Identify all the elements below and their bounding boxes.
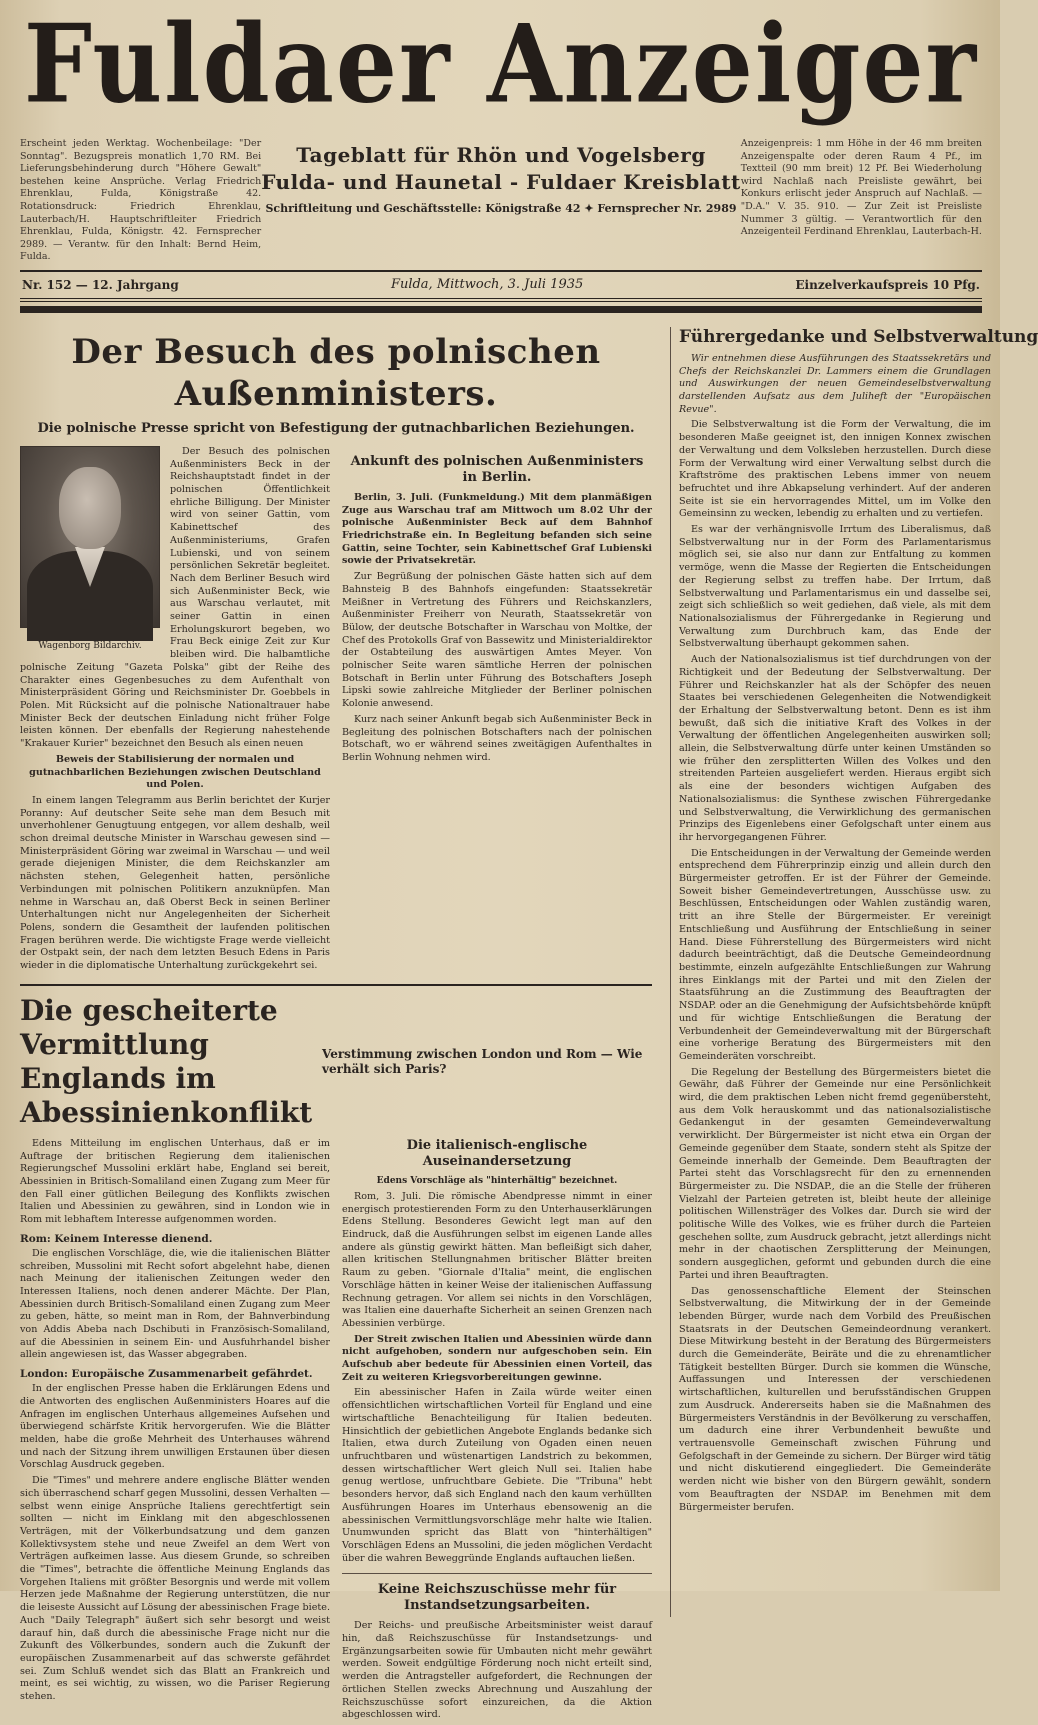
article2-head-italian: Die italienisch-englische Auseinandersetzung bbox=[406, 1137, 588, 1169]
article1-subhead: Die polnische Presse spricht von Befestigung der gutnachbarlichen Beziehungen. bbox=[37, 420, 635, 436]
article2-head-london: London: Europäische Zusammenarbeit gefährdet. bbox=[20, 1368, 313, 1381]
article3-text: Der Reichs- und preußische Arbeitsminister weist darauf hin, daß Reichszuschüsse für Instandsetzungs- und Ergänzungsarbeiten sowie für Umbauten nicht mehr gewährt werden. Soweit endgültige Förderung noch nicht erteilt sind, werden die Antragsteller aufgefordert, die Rechnungen der örtlichen Stellen zwecks Abrechnung und Auszahlung der Reichszuschüsse sofort einzureichen, da die Aktion abgeschlossen wird. bbox=[342, 1620, 652, 1721]
article4-text5: Die Entscheidungen in der Verwaltung der Gemeinde werden entsprechend dem Führerprinzip einzig und allein durch den Bürgermeister getroffen. Er ist der Führer der Gemeinde. Soweit bisher Gemeindevertretungen, Ausschüsse usw. zu Beschlüssen, Entscheidungen oder Wahlen zuständig waren, tritt an ihre Stelle der Bürgermeister. Er vereinigt Entschließung und Ausführung der Entschließung in seiner Hand. Diese Führerstellung des Bürgermeisters wird nicht dadurch beeinträchtigt, daß die Deutsche Gemeindeordnung bestimmte, einzeln aufgezählte Entschließungen zur Wahrung ihres Einklangs mit der Partei und mit den Zielen der Staatsführung an die Zustimmung des Beauftragten der NSDAP. oder an die Genehmigung der Aufsichtsbehörde knüpft und für wichtige Entschließungen die Beratung der Verbundenheit der Gemeindeverwaltung mit der Bürgerschaft eine vorherige Beratung des Bürgermeisters mit den Gemeinderäten vorschreibt. bbox=[679, 847, 991, 1062]
article4-text3: Es war der verhängnisvolle Irrtum des Liberalismus, daß Selbstverwaltung nur in der Form des Parlamentarismus möglich sei, sie also nur dann zur Entfaltung zu kommen vermöge, wenn die Masse der Regierten die Entscheidungen der Regierung selbst zu treffen habe. Der Irrtum, daß Selbstverwaltung und Parlamentarismus ein und dasselbe sei, zeigt sich schließlich so weit gediehen, daß viele, als mit dem Nationalsozialismus der Führergedanke in Regierung und Verwaltung zum Durchbruch kam, das Ende der Selbstverwaltung überhaupt gekommen sahen. bbox=[679, 524, 991, 650]
article4-text1: Wir entnehmen diese Ausführungen des Staatssekretärs und Chefs der Reichskanzlei Dr. Lammers einem die Grundlagen und Auswirkungen der neuen Gemeindeselbstverwaltung darstellenden Aufsatz aus dem Juliheft der "Europäischen Revue". bbox=[679, 352, 991, 415]
issue-price: Einzelverkaufspreis 10 Pfg. bbox=[795, 277, 980, 292]
article2-col-right bbox=[342, 1138, 652, 1725]
article2-head bbox=[20, 984, 652, 1130]
article1-text1: Der Besuch des polnischen Außenministers Beck in der Reichshauptstadt findet in der polnischen Öffentlichkeit ehrliche Billigung. Der Minister wird von seiner Gattin, vom Kabinettschef des Außenministeriums, Grafen Lubienski, und von seinem persönlichen Sekretär begleitet. Nach dem Berliner Besuch wird sich Außenminister Beck, wie aus Warschau verlautet, mit seiner Gattin in einen Erholungskurort begeben, wo Frau Beck einige Zeit zur Kur bleiben wird. Die halbamtliche polnische Zeitung "Gazeta Polska" gibt der Reihe des Charakter eines Gegenbesuches zu dem Aufenthalt von Ministerpräsident Göring und Reichsminister Dr. Goebbels in Polen. Mit Rücksicht auf die polnische Nationaltrauer habe Minister Beck der deutschen Einladung nicht früher Folge leisten können. Der ebenfalls der Regierung nahestehende "Krakauer Kurier" bezeichnet den Besuch als einen neuen bbox=[20, 445, 330, 750]
article1-text1-bold: Beweis der Stabilisierung der normalen und gutnachbarlichen Beziehungen zwischen Deutschland und Polen. bbox=[29, 753, 321, 791]
article2-col-left bbox=[20, 1138, 330, 1725]
right-column bbox=[670, 326, 1038, 1617]
dateline bbox=[20, 270, 982, 302]
article2-text1: Edens Mitteilung im englischen Unterhaus, daß er im Auftrage der britischen Regierung dem italienischen Regierungschef Mussolini erklärt habe, England sei bereit, Abessinien in Britisch-Somaliland einen Zugang zum Meer für den Fall einer gütlichen Beilegung des Konflikts zwischen Italien und Abessinien zu gewähren, sind in London wie in Rom mit lebhaftem Interesse aufgenommen worden. bbox=[20, 1137, 330, 1226]
article4-text6: Die Regelung der Bestellung des Bürgermeisters bietet die Gewähr, daß Führer der Gemeinde nur eine Persönlichkeit wird, die dem praktischen Leben nicht fremd gegenübersteht, aus dem Volk herauskommt und das nationalsozialistische Gedankengut in der gesamten Gemeindeverwaltung verwirklicht. Der Bürgermeister ist nicht etwa ein Organ der Gemeinde gegenüber dem Staate, sondern steht als Spitze der Gemeinde innerhalb der Gemeinde. Dem Beauftragten der Partei steht das Vorschlagsrecht für den zu ernennenden Bürgermeister zu. Die NSDAP., die an die Stelle der früheren Vielzahl der Parteien getreten ist, bleibt heute der alleinige politischen Willensträger des Volkes dar. Durch sie wird der politische Wille des Volkes, wie es früher durch die Parteien geschehen sollte, zum Ausdruck gebracht, jetzt allerdings nicht mehr in der chaotischen Zersplitterung der Meinungen, sondern ausgeglichen, geformt und gebunden durch die eine Partei und ihren Beauftragten. bbox=[679, 1066, 991, 1281]
article4-text4: Auch der Nationalsozialismus ist tief durchdrungen von der Richtigkeit und der Bedeutung der Selbstverwaltung. Der Führer und Reichskanzler hat als der Schöpfer des neuen Staates bei verschiedenen Gelegenheiten die Notwendigkeit der Erhaltung der Selbstverwaltung betont. Denn es ist ihm bewußt, daß sich die initiative Kraft des Volkes in der Verwaltung der öffentlichen Angelegenheiten auswirken soll; allein, die Selbstverwaltung dürfe unter keinen Umständen so wie früher den zersplitterten Willen des Volkes und den streitenden Parteien ausgeliefert werden. Hieraus ergibt sich als eine der besonders wichtigen Aufgaben des Nationalsozialismus: die Synthese zwischen Führergedanke und Selbstverwaltung, die Verwirklichung des germanischen Prinzips des Eigenlebens einer Gefolgschaft unter einem aus ihr hervorgegangenen Führer. bbox=[679, 654, 991, 843]
masthead-left-info: Erscheint jeden Werktag. Wochenbeilage: "Der Sonntag". Bezugspreis monatlich 1,70 RM. Bei Lieferungsbehinderung durch "Höhere Gewalt" bestehen keine Ansprüche. Verlag Friedrich Ehrenklau, Fulda, Königstraße 42. Rotationsdruck: Friedrich Ehrenklau, Lauterbach/H. Hauptschriftleiter Friedrich Ehrenklau, Fulda, Königstr. 42. Fernsprecher 2989. — Verantw. für den Inhalt: Bernd Heim, Fulda. bbox=[20, 138, 262, 263]
article1-text5: Kurz nach seiner Ankunft begab sich Außenminister Beck in Begleitung des polnischen Botschafters nach der polnischen Botschaft, wo er während seines zweitägigen Aufenthaltes in Berlin Wohnung nehmen wird. bbox=[342, 713, 652, 763]
masthead-subtitle-2: Fulda- und Haunetal - Fuldaer Kreisblatt bbox=[261, 170, 741, 194]
article2-columns bbox=[20, 1138, 652, 1725]
article2-sub-italian: Edens Vorschläge als "hinterhältig" bezeichnet. bbox=[376, 1175, 618, 1186]
article2-text6: Der Streit zwischen Italien und Abessinien würde dann nicht aufgehoben, sondern nur aufgeschoben sein. Ein Aufschub aber bedeute für Abessinien einen Vorteil, das Zeit zu weiteren Kriegsvorbereitungen gewinne. bbox=[342, 1333, 652, 1383]
masthead-subtitle-1: Tageblatt für Rhön und Vogelsberg bbox=[296, 143, 706, 167]
article1-section-head: Ankunft des polnischen Außenministers in Berlin. bbox=[350, 453, 644, 485]
article3-headline: Keine Reichszuschüsse mehr für Instandsetzungsarbeiten. bbox=[377, 1582, 617, 1614]
article1-text3: Berlin, 3. Juli. (Funkmeldung.) Mit dem planmäßigen Zuge aus Warschau traf am Mittwoch um 8.02 Uhr der polnische Außenminister Beck auf dem Bahnhof Friedrichstraße ein. In Begleitung befanden sich seine Gattin, seine Tochter, sein Kabinettschef Graf Lubienski sowie der Privatsekretär. bbox=[342, 491, 652, 567]
issue-number: Nr. 152 — 12. Jahrgang bbox=[22, 277, 179, 292]
article-divider bbox=[342, 1573, 652, 1574]
article2-text2: Die englischen Vorschläge, die, wie die italienischen Blätter schreiben, Mussolini mit Recht sofort abgelehnt habe, dienen nach Meinung der italienischen Zeitungen weder den Interessen Italiens, noch denen anderer Mächte. Der Plan, Abessinien durch Britisch-Somaliland einen Zugang zum Meer zu geben, hätte, so meint man in Rom, der Bahnverbindung von Addis Abeba nach Dschibuti in Französisch-Somaliland, auf die Abessinien in seinem Ein- und Ausfuhrhandel bisher allein angewiesen ist, das Wasser abgegraben. bbox=[20, 1247, 330, 1361]
masthead-row bbox=[20, 138, 982, 264]
content-area bbox=[20, 313, 1038, 1721]
article4-headline: Führergedanke und Selbstverwaltung bbox=[679, 326, 1038, 347]
article2-text5: Rom, 3. Juli. Die römische Abendpresse nimmt in einer energisch protestierenden Form zu den Unterhauserklärungen Edens Stellung. Besonderes Gewicht legt man auf den Eindruck, daß die Ausführungen selbst im eigenen Lande alles andere als günstig gewirkt hätten. Man befleißigt sich daher, allen kritischen Stellungnahmen britischer Blätter breiten Raum zu geben. "Giornale d'Italia" meint, die englischen Vorschläge hätten in keiner Weise der italienischen Auffassung Rechnung getragen. Vor allem sei nichts in den Vorschlägen, was Italien eine dauerhafte Sicherheit an seinen Grenzen nach Abessinien verbürge. bbox=[342, 1190, 652, 1329]
article1-headline: Der Besuch des polnischen Außenministers. bbox=[71, 331, 601, 414]
portrait-caption: Wagenborg Bildarchiv. bbox=[38, 640, 142, 651]
article1-columns bbox=[20, 445, 652, 972]
article2-text4: Die "Times" und mehrere andere englische Blätter wenden sich überraschend scharf gegen Mussolini, dessen Verhalten — selbst wenn einige Ansprüche Italiens gerechtfertigt sein sollten — nicht im Einklang mit den abgeschlossenen Verträgen, mit der Völkerbundsatzung und dem ganzen Kollektivsystem stehe und neue Zweifel an dem Wert von Verträgen aufkeimen lasse. Aus diesem Grunde, so schreiben die "Times", betrachte die öffentliche Meinung Englands das Vorgehen Italiens mit größter Besorgnis und werde mit vollem Herzen jede Maßnahme der Regierung unterstützen, die nur die leiseste Aussicht auf Lösung der abessinischen Frage biete. Auch "Daily Telegraph" äußert sich sehr besorgt und weist darauf hin, daß durch die abessinische Frage nicht nur die Zukunft des Völkerbundes, sondern auch die Zukunft der europäischen Zusammenarbeit auf das schwerste gefährdet sei. Zum Schluß wendet sich das Blatt an Frankreich und meint, es sei wichtig, zu wissen, wo die Pariser Regierung stehen. bbox=[20, 1475, 330, 1703]
masthead-right-info: Anzeigenpreis: 1 mm Höhe in der 46 mm breiten Anzeigenspalte oder deren Raum 4 Pf., im Textteil (90 mm breit) 12 Pf. Bei Wiederholung wird Nachlaß nach Preisliste gewährt, bei Konkurs erlischt jeder Anspruch auf Nachlaß. — "D.A." V. 35. 910. — Zur Zeit ist Preisliste Nummer 3 gültig. — Verantwortlich für den Anzeigenteil Ferdinand Ehrenklau, Lauterbach-H. bbox=[740, 138, 982, 238]
masthead-address: Schriftleitung und Geschäftsstelle: Königstraße 42 ✦ Fernsprecher Nr. 2989 bbox=[265, 202, 737, 215]
left-block bbox=[20, 313, 652, 1725]
masthead-title: Fuldaer Anzeiger bbox=[23, 0, 979, 128]
issue-date: Fulda, Mittwoch, 3. Juli 1935 bbox=[390, 277, 584, 293]
article2-headline: Die gescheiterte Vermittlung Englands im Abessinienkonflikt bbox=[20, 993, 313, 1129]
article1-col-left bbox=[20, 445, 330, 972]
article1-text2: In einem langen Telegramm aus Berlin berichtet der Kurjer Poranny: Auf deutscher Seite sehe man dem Besuch mit unverhohlener Genugtuung entgegen, vor allem deshalb, weil schon dreimal deutsche Minister in Warschau gewesen sind — Ministerpräsident Göring war zweimal in Warschau — und weil gerade diejenigen Minister, die dem Reichskanzler am nächsten stehen, Gelegenheit hatten, persönliche Verbindungen mit polnischen Politikern anzuknüpfen. Man nehme in Warschau an, daß Oberst Beck in seinen Berliner Unterhaltungen nicht nur Angelegenheiten der Sicherheit Polens, sondern die Gesamtheit der laufenden politischen Fragen berühren werde. Die wichtigste Frage werde vielleicht der Ostpakt sein, der nach dem letzten Besuch Edens in Paris wieder in die diplomatische Unterhaltung zurückgekehrt sei. bbox=[20, 794, 330, 972]
article4-text7: Das genossenschaftliche Element der Steinschen Selbstverwaltung, die Mitwirkung der in der Gemeinde lebenden Bürger, wurde nach dem Vorbild des Preußischen Staatsrats in der Deutschen Gemeindeordnung verankert. Diese Mitwirkung besteht in der Beratung des Bürgermeisters durch die Gemeinderäte, Beiräte und die zu ehrenamtlicher Tätigkeit bestellten Bürger. Durch sie kommen die Wünsche, Auffassungen und Interessen der verschiedenen wirtschaftlichen, kulturellen und berufsständischen Gruppen zum Ausdruck. Andererseits haben sie die Maßnahmen des Bürgermeisters Verständnis in der Bevölkerung zu verschaffen, um dadurch eine ihrer Verbundenheit bewußte und vertrauensvolle Gemeinschaft zwischen Führung und Gefolgschaft in der Gemeinde zu sichern. Der Bürger wird tätig und nicht diskutierend eingegliedert. Die Gemeinderäte werden nicht wie bisher von den Bürgern gewählt, sondern vom Beauftragten der NSDAP. im Benehmen mit dem Bürgermeister berufen. bbox=[679, 1285, 991, 1513]
article4-text2: Die Selbstverwaltung ist die Form der Verwaltung, die im besonderen Maße geeignet ist, den innigen Konnex zwischen der Verwaltung und dem Volksleben herzustellen. Durch diese Form der Verwaltung wird einer Verwaltung selbst durch die Kraftströme des praktischen Lebens immer von neuem befruchtet und ihre Abkapselung verhindert. Auf der anderen Seite ist sie ein hervorragendes Mittel, um im Volke den Gemeinsinn zu wecken, lebendig zu erhalten und zu vertiefen. bbox=[679, 419, 991, 520]
article2-head-rom: Rom: Keinem Interesse dienend. bbox=[20, 1232, 213, 1245]
article1-text4: Zur Begrüßung der polnischen Gäste hatten sich auf dem Bahnsteig B des Bahnhofs eingefunden: Staatssekretär Meißner in Vertretung des Führers und Reichskanzlers, Außenminister Freiherr von Neurath, Staatssekretär von Bülow, der deutsche Botschafter in Warschau von Moltke, der Chef des Protokolls Graf von Bassewitz und Ministerialdirektor der Ostabteilung des auswärtigen Amtes Meyer. Von polnischer Seite waren sämtliche Herren der polnischen Botschaft in Berlin unter Führung des Botschafters Joseph Lipski sowie zahlreiche Mitglieder der Berliner polnischen Kolonie anwesend. bbox=[342, 571, 652, 710]
portrait-figure bbox=[20, 446, 160, 652]
article2-side-head: Verstimmung zwischen London und Rom — Wie verhält sich Paris? bbox=[322, 1046, 643, 1076]
article2-text7: Ein abessinischer Hafen in Zaila würde weiter einen offensichtlichen wirtschaftlichen Vorteil für England und eine wirtschaftliche Benachteiligung für Italien bedeuten. Hinsichtlich der gebietlichen Angebote Englands bedanke sich Italien, etwa durch Zuteilung von Ogaden einen neuen unfruchtbaren und wüstenartigen Landstrich zu bekommen, dessen wirtschaftlicher Wert gleich Null sei. Italien habe genug wertlose, unfruchtbare Gebiete. Die "Tribuna" hebt besonders hervor, daß sich England nach den kaum verhüllten Ausführungen Hoares im Unterhaus ebensowenig an die abessinischen Vermittlungsvorschläge mehr halte wie Italien. Unumwunden spricht das Blatt von "hinterhältigen" Vorschlägen Edens an Mussolini, die jeden möglichen Verdacht über die wahren Beweggründe Englands auftauchen ließen. bbox=[342, 1387, 652, 1564]
masthead-center bbox=[261, 138, 741, 215]
masthead-rule bbox=[20, 306, 982, 313]
portrait-photo bbox=[20, 446, 160, 628]
article2-text3: In der englischen Presse haben die Erklärungen Edens und die Antworten des englischen Außenministers Hoares auf die Anfragen im englischen Unterhaus allgemeines Aufsehen und überwiegend schärfste Kritik hervorgerufen. Wie die Blätter melden, habe die große Mehrheit des Unterhauses während und nach der Sitzung ihrem unwilligen Erstaunen über diesen Vorschlag Ausdruck gegeben. bbox=[20, 1383, 330, 1471]
article1-col-right bbox=[342, 446, 652, 968]
